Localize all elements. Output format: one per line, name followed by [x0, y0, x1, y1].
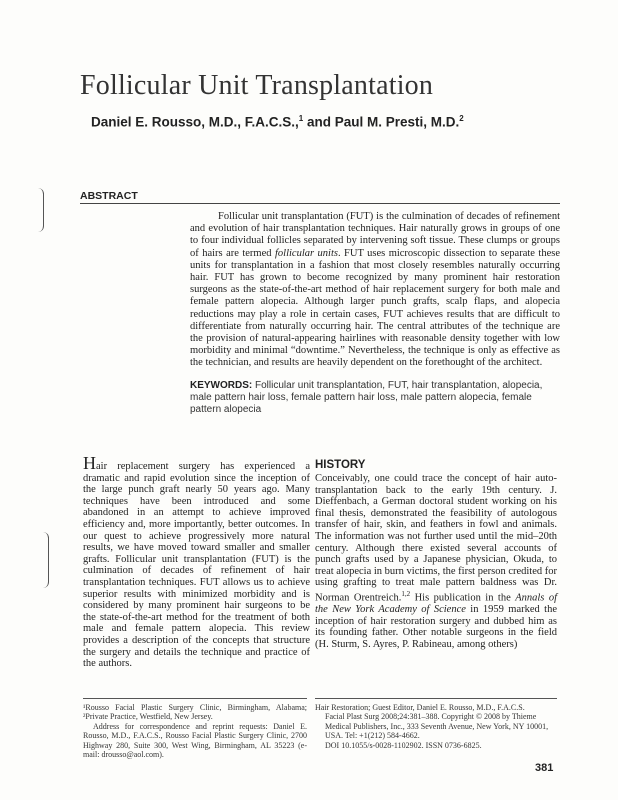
author-1: Daniel E. Rousso, M.D., F.A.C.S., — [91, 114, 299, 130]
citation: 1,2 — [401, 589, 411, 598]
margin-bracket-middle — [43, 532, 49, 588]
abstract-divider — [80, 203, 560, 204]
margin-bracket-top — [38, 188, 44, 232]
term-follicular-units: follicular units — [274, 247, 338, 259]
journal-name: Annals of the New York Academy of Science — [315, 592, 557, 616]
history-heading: HISTORY — [315, 459, 366, 471]
author-line — [91, 114, 464, 130]
author-2: and Paul M. Presti, M.D. — [303, 114, 460, 130]
drop-cap: H — [83, 453, 96, 473]
footnote-left — [83, 703, 307, 759]
footnote-address: Address for correspondence and reprint requests: Daniel E. Rousso, M.D., F.A.C.S., Rousso Facial Plastic Surgery Clinic, 2700 Highway 280, Suite 300, West Wing, Birmingham, AL 35223 (e-mail: drousso@aol.com). — [83, 721, 307, 760]
footnote-right — [315, 703, 557, 750]
footnote-issue: Hair Restoration; Guest Editor, Daniel E. Rousso, M.D., F.A.C.S. — [315, 703, 525, 712]
intro-paragraph: Hair replacement surgery has experienced a dramatic and rapid evolution since the inception of the large punch graft nearly 50 years ago. Many techniques have been introduced and some abandoned in an attempt to achieve improved efficiency and, more importantly, better outcomes. In our quest to achieve progressively more natural results, we have moved toward smaller and smaller grafts. Follicular unit transplantation (FUT) is the culmination of decades of refinement of hair transplantation techniques. FUT allows us to achieve superior results with minimized morbidity and is considered by many prominent hair surgeons to be the state-of-the-art method for the treatment of both male and female pattern alopecia. This review provides a description of the concepts that structure the surgery and details the technique and practice of the authors. — [83, 453, 310, 670]
abstract-heading: ABSTRACT — [80, 190, 138, 202]
footnote-doi: DOI 10.1055/s-0028-1102902. ISSN 0736-6825. — [325, 740, 482, 750]
keywords — [190, 380, 560, 416]
article-title: Follicular Unit Transplantation — [80, 70, 434, 101]
footnote-journal: Facial Plast Surg 2008;24:381–388. Copyright © 2008 by Thieme Medical Publishers, Inc., 333 Seventh Avenue, New York, NY 10001, USA. Tel: +1(212) 584-4662. — [325, 712, 549, 741]
affiliation-sup-2: 2 — [459, 114, 464, 123]
footnote-divider-right — [315, 698, 557, 699]
abstract-text: Follicular unit transplantation (FUT) is the culmination of decades of refinement and evolution of hair transplantation techniques. Hair naturally grows in groups of one to four individual follicles separated by intervening soft tissue. These clumps or groups of hairs are termed follicular units. FUT uses microscopic dissection to separate these units for transplantation in a fashion that most closely resembles naturally occurring hair. FUT has grown to become recognized by many prominent hair restoration surgeons as the state-of-the-art method of hair replacement surgery for both male and female pattern alopecia. Although larger punch grafts, scalp flaps, and alopecia reductions may play a role in certain cases, FUT achieves results that are difficult to differentiate from naturally occurring hair. The central attributes of the technique are the provision of natural-appearing hairlines with reasonable density together with low morbidity and minimal “downtime.” Nevertheless, the technique is only as effective as the technician, and results are heavily dependent on the forethought of the architect. — [190, 211, 560, 369]
footnote-affiliation: ¹Rousso Facial Plastic Surgery Clinic, Birmingham, Alabama; ²Private Practice, Westfield, New Jersey. — [83, 703, 307, 722]
page-number: 381 — [535, 762, 554, 774]
keywords-label: KEYWORDS: — [190, 380, 253, 391]
footnote-divider-left — [83, 698, 307, 699]
affiliation-sup-1: 1 — [298, 114, 304, 123]
history-paragraph: Conceivably, one could trace the concept of hair auto-transplantation back to the early 19th century. J. Dieffenbach, a German doctoral student working on his final thesis, demonstrated the feasibility of autologous transfer of hair, skin, and feathers in fowl and animals. The information was not further used until the mid–20th century. Although there existed several accounts of punch grafts used by a Japanese physician, Okuda, to treat alopecia in burn victims, the first person credited for using grafting to treat male pattern baldness was Dr. Norman Orentreich.$^{1,2}$ His publication in the Annals of the New York Academy of Science in 1959 marked the inception of hair restoration surgery and dubbed him as its founding father. Other notable surgeons in the field (H. Sturm, S. Ayres, P. Rabineau, among others) — [315, 473, 557, 650]
keywords-text: Follicular unit transplantation, FUT, hair transplantation, alopecia, male pattern hair loss, female pattern hair loss, male pattern alopecia, female pattern alopecia — [190, 380, 543, 415]
